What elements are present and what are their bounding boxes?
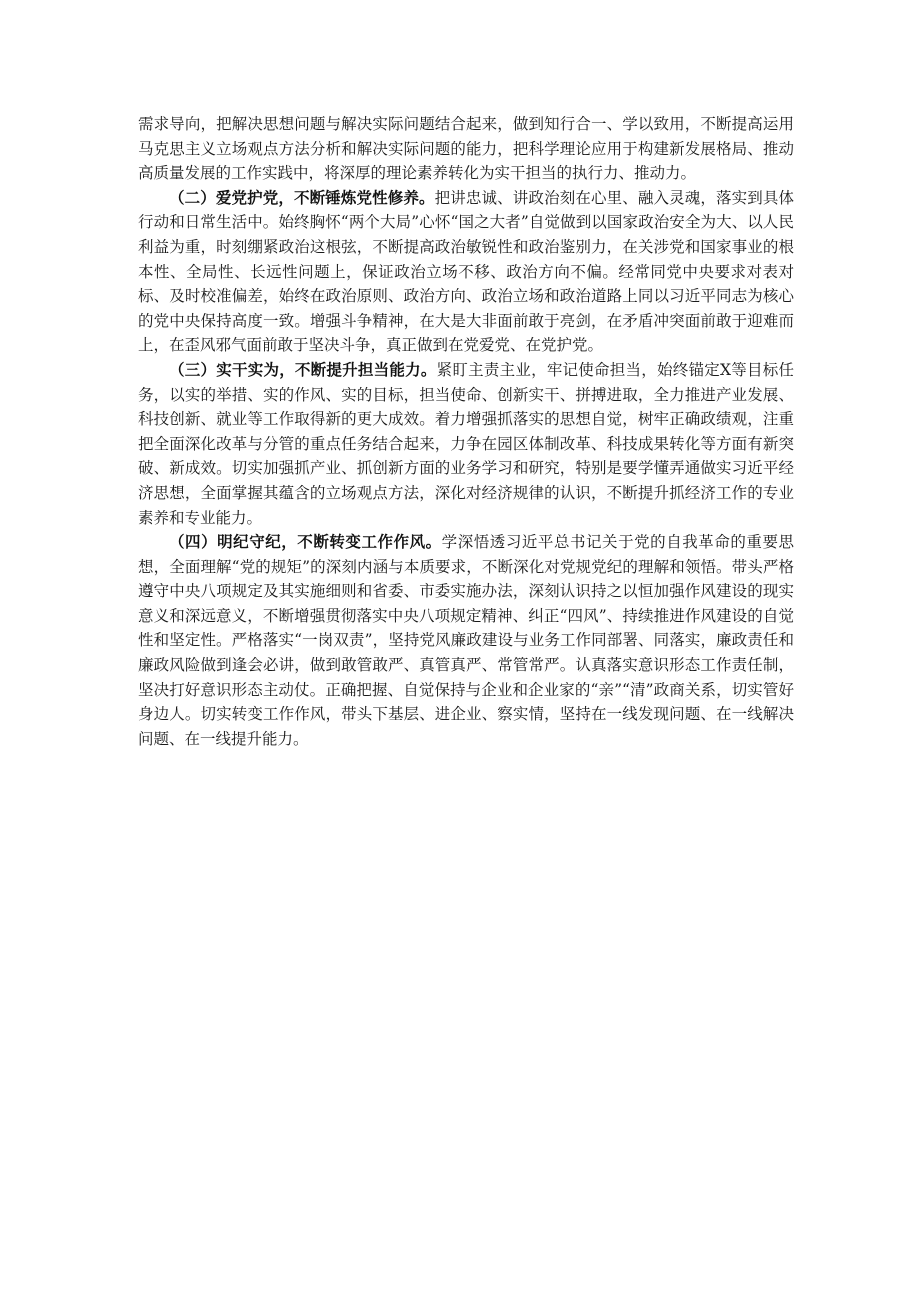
paragraph-section-4	[138, 530, 794, 751]
section-heading: （二）爱党护党，不断锤炼党性修养。	[169, 188, 435, 207]
document-body	[138, 112, 794, 751]
paragraph-text: 把讲忠诚、讲政治刻在心里、融入灵魂，落实到具体行动和日常生活中。始终胸怀“两个大局”心怀“国之大者”自觉做到以国家政治安全为大、以人民利益为重，时刻绷紧政治这根弦，不断提高政治敏锐性和政治鉴别力，在关涉党和国家事业的根本性、全局性、长远性问题上，保证政治立场不移、政治方向不偏。经常同党中央要求对表对标、及时校准偏差，始终在政治原则、政治方向、政治立场和政治道路上同以习近平同志为核心的党中央保持高度一致。增强斗争精神，在大是大非面前敢于亮剑，在矛盾冲突面前敢于迎难而上，在歪风邪气面前敢于坚决斗争，真正做到在党爱党、在党护党。	[138, 188, 794, 355]
paragraph-text: 需求导向，把解决思想问题与解决实际问题结合起来，做到知行合一、学以致用，不断提高运用马克思主义立场观点方法分析和解决实际问题的能力，把科学理论应用于构建新发展格局、推动高质量发展的工作实践中，将深厚的理论素养转化为实干担当的执行力、推动力。	[138, 115, 794, 183]
section-heading: （四）明纪守纪，不断转变工作作风。	[169, 533, 442, 552]
paragraph-section-3	[138, 358, 794, 530]
paragraph-text: 紧盯主责主业，牢记使命担当，始终锚定X等目标任务，以实的举措、实的作风、实的目标，担当使命、创新实干、拼搏进取，全力推进产业发展、科技创新、就业等工作取得新的更大成效。着力增强抓落实的思想自觉，树牢正确政绩观，注重把全面深化改革与分管的重点任务结合起来，力争在园区体制改革、科技成果转化等方面有新突破、新成效。切实加强抓产业、抓创新方面的业务学习和研究，特别是要学懂弄通做实习近平经济思想，全面掌握其蕴含的立场观点方法，深化对经济规律的认识，不断提升抓经济工作的专业素养和专业能力。	[138, 360, 794, 527]
section-heading: （三）实干实为，不断提升担当能力。	[169, 360, 437, 379]
paragraph-section-2	[138, 186, 794, 358]
paragraph-continuation	[138, 112, 794, 186]
paragraph-text: 学深悟透习近平总书记关于党的自我革命的重要思想，全面理解“党的规矩”的深刻内涵与本质要求，不断深化对党规党纪的理解和领悟。带头严格遵守中央八项规定及其实施细则和省委、市委实施办法，深刻认识持之以恒加强作风建设的现实意义和深远意义，不断增强贯彻落实中央八项规定精神、纠正“四风”、持续推进作风建设的自觉性和坚定性。严格落实“一岗双责”，坚持党风廉政建设与业务工作同部署、同落实，廉政责任和廉政风险做到逢会必讲，做到敢管敢严、真管真严、常管常严。认真落实意识形态工作责任制，坚决打好意识形态主动仗。正确把握、自觉保持与企业和企业家的“亲”“清”政商关系，切实管好身边人。切实转变工作作风，带头下基层、进企业、察实情，坚持在一线发现问题、在一线解决问题、在一线提升能力。	[138, 533, 794, 748]
